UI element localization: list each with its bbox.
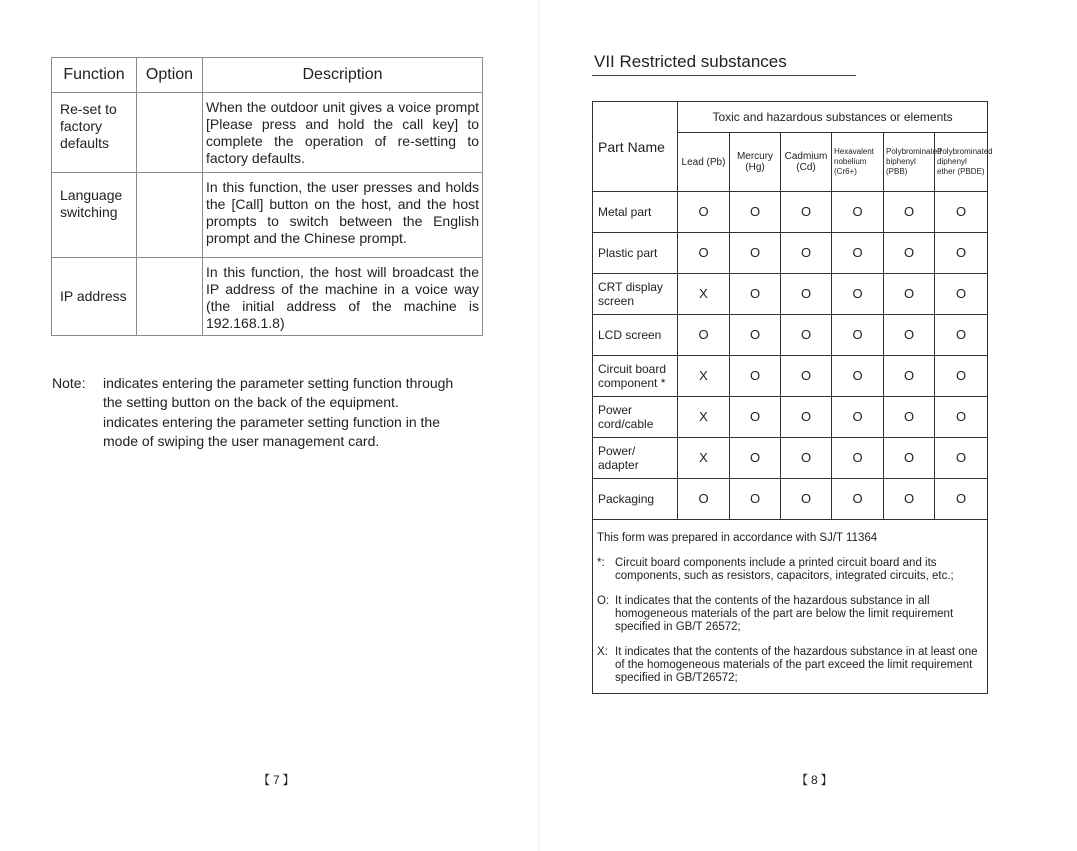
mark-cell: O xyxy=(884,356,935,397)
mark-cell: O xyxy=(730,479,781,520)
substance-mercury: Mercury (Hg) xyxy=(730,133,781,192)
table-row xyxy=(52,258,483,336)
o-note xyxy=(597,595,983,634)
mark-cell: O xyxy=(730,356,781,397)
mark-cell: O xyxy=(730,397,781,438)
mark-cell: O xyxy=(832,479,884,520)
table-row xyxy=(593,192,988,233)
part-name: CRT display screen xyxy=(593,274,678,315)
mark-cell: O xyxy=(935,274,988,315)
mark-cell: O xyxy=(730,233,781,274)
table-row xyxy=(593,397,988,438)
mark-cell: O xyxy=(935,356,988,397)
mark-cell: O xyxy=(678,192,730,233)
section-title-underline xyxy=(592,75,856,76)
part-name: LCD screen xyxy=(593,315,678,356)
mark-cell: O xyxy=(935,438,988,479)
mark-cell: O xyxy=(781,356,832,397)
mark-cell: O xyxy=(935,397,988,438)
table-row xyxy=(593,315,988,356)
part-name: Power cord/cable xyxy=(593,397,678,438)
mark-cell: O xyxy=(678,479,730,520)
row-option xyxy=(137,173,203,258)
mark-cell: O xyxy=(730,438,781,479)
mark-cell: O xyxy=(884,438,935,479)
substance-lead: Lead (Pb) xyxy=(678,133,730,192)
row-option xyxy=(137,93,203,173)
part-name: Circuit board component * xyxy=(593,356,678,397)
mark-cell: O xyxy=(884,233,935,274)
row-function: Language switching xyxy=(52,173,137,258)
part-name-header: Part Name xyxy=(593,102,678,192)
substance-cadmium: Cadmium (Cd) xyxy=(781,133,832,192)
page-fold xyxy=(538,0,539,851)
note-line-1: indicates entering the parameter setting function through xyxy=(103,375,454,391)
mark-cell: X xyxy=(678,438,730,479)
row-description: When the outdoor unit gives a voice prompt [Please press and hold the call key] to complete the operation of re-setting to factory defaults. xyxy=(203,93,483,173)
mark-cell: O xyxy=(781,274,832,315)
mark-cell: O xyxy=(781,233,832,274)
star-note-text: Circuit board components include a printed circuit board and its components, such as resistors, capacitors, integrated circuits, etc.; xyxy=(615,557,954,582)
mark-cell: O xyxy=(935,479,988,520)
table-row xyxy=(593,356,988,397)
mark-cell: O xyxy=(781,479,832,520)
mark-cell: O xyxy=(884,274,935,315)
mark-cell: O xyxy=(832,192,884,233)
note-line-3: indicates entering the parameter setting function in the xyxy=(103,414,440,430)
mark-cell: O xyxy=(781,397,832,438)
mark-cell: O xyxy=(781,438,832,479)
star-note xyxy=(597,557,983,583)
notes-cell xyxy=(593,520,988,694)
table-row xyxy=(593,438,988,479)
part-name: Plastic part xyxy=(593,233,678,274)
mark-cell: O xyxy=(678,233,730,274)
header-option: Option xyxy=(137,58,203,93)
table-row xyxy=(593,274,988,315)
header-function: Function xyxy=(52,58,137,93)
mark-cell: O xyxy=(781,315,832,356)
mark-cell: X xyxy=(678,397,730,438)
section-title: VII Restricted substances xyxy=(594,52,787,71)
mark-cell: X xyxy=(678,356,730,397)
note-label: Note: xyxy=(52,375,86,391)
mark-cell: O xyxy=(832,356,884,397)
mark-cell: O xyxy=(935,192,988,233)
notes-row xyxy=(593,520,988,694)
star-note-key: *: xyxy=(597,557,605,569)
restricted-substances-table xyxy=(592,101,993,694)
prepared-note: This form was prepared in accordance with SJ/T 11364 xyxy=(597,532,878,544)
x-note xyxy=(597,646,983,685)
x-note-text: It indicates that the contents of the hazardous substance in at least one of the homogeneous materials of the part exceed the limit requirement specified in GB/T26572; xyxy=(615,646,978,684)
part-name: Metal part xyxy=(593,192,678,233)
function-table-header xyxy=(52,58,483,93)
mark-cell: O xyxy=(832,233,884,274)
mark-cell: O xyxy=(884,479,935,520)
mark-cell: O xyxy=(884,192,935,233)
row-function: IP address xyxy=(52,258,137,336)
mark-cell: O xyxy=(832,438,884,479)
mark-cell: O xyxy=(730,315,781,356)
mark-cell: O xyxy=(832,274,884,315)
row-description: In this function, the host will broadcast the IP address of the machine in a voice way (the initial address of the machine is 192.168.1.8) xyxy=(203,258,483,336)
row-option xyxy=(137,258,203,336)
o-note-key: O: xyxy=(597,595,610,607)
row-description: In this function, the user presses and holds the [Call] button on the host, and the host prompts to switch between the English prompt and the Chinese prompt. xyxy=(203,173,483,258)
table-row xyxy=(52,93,483,173)
o-note-text: It indicates that the contents of the hazardous substance in all homogeneous materials of the part are below the limit requirement specified in GB/T 26572; xyxy=(615,595,954,633)
substances-group-header: Toxic and hazardous substances or elements xyxy=(678,102,988,133)
table-row xyxy=(52,173,483,258)
x-note-key: X: xyxy=(597,646,608,658)
mark-cell: X xyxy=(678,274,730,315)
mark-cell: O xyxy=(884,397,935,438)
row-function: Re-set to factory defaults xyxy=(52,93,137,173)
note-line-4: mode of swiping the user management card. xyxy=(103,433,380,449)
mark-cell: O xyxy=(730,192,781,233)
mark-cell: O xyxy=(832,315,884,356)
note-line-2: the setting button on the back of the equipment. xyxy=(103,394,399,410)
page-number-left: 【7】 xyxy=(258,773,298,787)
part-name: Power/ adapter xyxy=(593,438,678,479)
part-name: Packaging xyxy=(593,479,678,520)
header-description: Description xyxy=(203,58,483,93)
mark-cell: O xyxy=(935,233,988,274)
substance-pbde: Polybrominated diphenyl ether (PBDE) xyxy=(935,133,988,192)
mark-cell: O xyxy=(884,315,935,356)
substance-pbb: Polybrominated biphenyl (PBB) xyxy=(884,133,935,192)
mark-cell: O xyxy=(935,315,988,356)
mark-cell: O xyxy=(678,315,730,356)
mark-cell: O xyxy=(781,192,832,233)
mark-cell: O xyxy=(730,274,781,315)
substances-group-header-row xyxy=(593,102,988,133)
table-row xyxy=(593,479,988,520)
table-row xyxy=(593,233,988,274)
page-number-right: 【8】 xyxy=(796,773,836,787)
substance-hexavalent: Hexavalent nobelium (Cr6+) xyxy=(832,133,884,192)
mark-cell: O xyxy=(832,397,884,438)
function-table xyxy=(51,57,483,336)
